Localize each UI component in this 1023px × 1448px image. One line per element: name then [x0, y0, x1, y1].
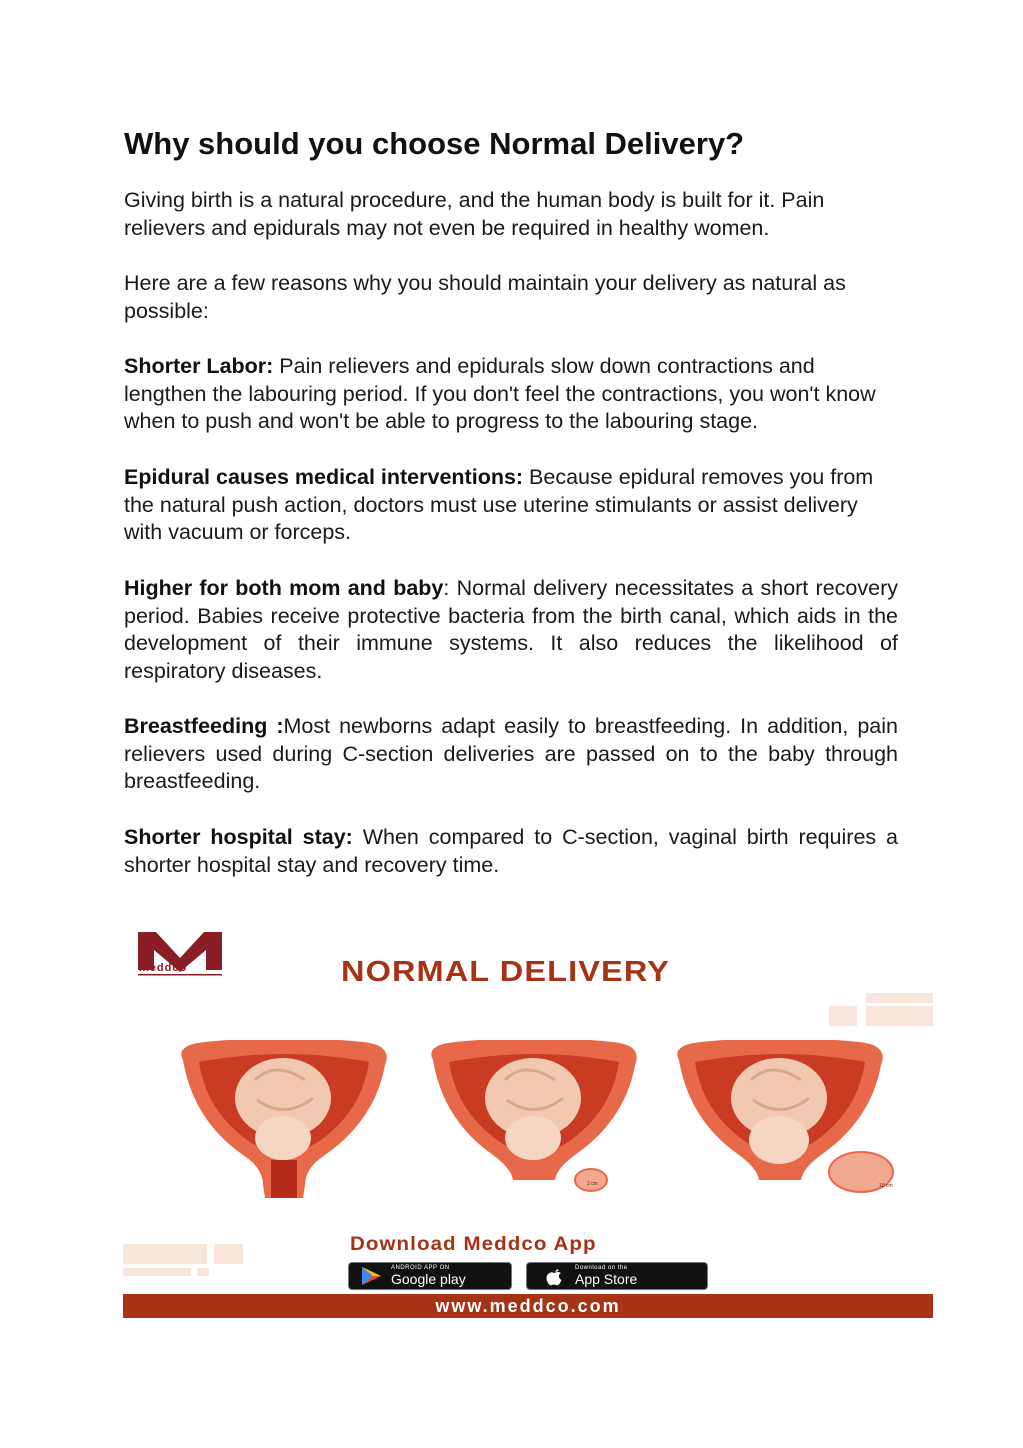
decor-block	[866, 1006, 933, 1026]
app-store-button[interactable]	[526, 1262, 708, 1290]
intro-paragraph: Giving birth is a natural procedure, and the human body is built for it. Pain relievers and epidurals may not even be required in healthy women.	[124, 188, 825, 240]
uterus-stage-1-illustration	[175, 1040, 393, 1200]
reason-higher	[124, 575, 898, 686]
reason-title: Shorter hospital stay:	[124, 825, 353, 849]
page-title: Why should you choose Normal Delivery?	[124, 126, 745, 161]
download-app-heading: Download Meddco App	[350, 1234, 597, 1255]
reason-shorter-labor	[124, 353, 898, 436]
decor-block	[866, 993, 933, 1003]
infographic-title: NORMAL DELIVERY	[341, 956, 670, 988]
lead-paragraph: Here are a few reasons why you should maintain your delivery as natural as possible:	[124, 271, 846, 323]
google-play-label: Google play	[391, 1271, 466, 1287]
dilation-label: 2 cm	[587, 1181, 598, 1187]
decor-block	[829, 1006, 857, 1026]
reason-text: : Normal delivery necessitates a short recovery period. Babies receive protective bacteria from the birth canal, which aids in the development of their immune systems. It also reduces the likelihood of respiratory diseases.	[124, 576, 898, 684]
reason-title: Shorter Labor:	[124, 354, 274, 378]
decor-block	[197, 1268, 209, 1276]
dilation-label: 10 cm	[879, 1183, 893, 1189]
reason-text: Most newborns adapt easily to breastfeeding. In addition, pain relievers used during C-section deliveries are passed on to the baby through breastfeeding.	[124, 714, 898, 794]
google-play-small-text: ANDROID APP ON	[391, 1265, 450, 1271]
google-play-button[interactable]	[348, 1262, 512, 1290]
google-play-icon	[359, 1265, 385, 1287]
reason-title: Epidural causes medical interventions:	[124, 465, 524, 489]
reason-text: Because epidural removes you from the natural push action, doctors must use uterine stimulants or assist delivery with vacuum or forceps.	[124, 465, 874, 545]
reason-text: When compared to C-section, vaginal birth requires a shorter hospital stay and recovery time.	[124, 825, 899, 877]
reason-title: Higher for both mom and baby	[124, 576, 444, 600]
normal-delivery-infographic	[123, 918, 933, 1318]
uterus-stage-3-illustration	[671, 1040, 911, 1200]
website-url: www.meddco.com	[123, 1294, 933, 1318]
decor-block	[123, 1244, 207, 1264]
reason-title: Breastfeeding :	[124, 714, 284, 738]
decor-block	[214, 1244, 243, 1264]
apple-icon	[543, 1265, 565, 1287]
app-store-small-text: Download on the	[575, 1265, 628, 1271]
reason-breastfeeding	[124, 713, 898, 796]
reason-epidural	[124, 464, 898, 547]
logo-wordmark: meddco	[139, 962, 188, 974]
uterus-stage-2-illustration	[425, 1040, 643, 1200]
app-store-label: App Store	[575, 1271, 638, 1287]
reason-text: Pain relievers and epidurals slow down contractions and lengthen the labouring period. If you don't feel the contractions, you won't know when to push and won't be able to progress to the labouring stage.	[124, 354, 876, 434]
decor-block	[123, 1268, 191, 1276]
reason-hospital-stay	[124, 824, 898, 879]
meddco-logo	[136, 928, 224, 986]
